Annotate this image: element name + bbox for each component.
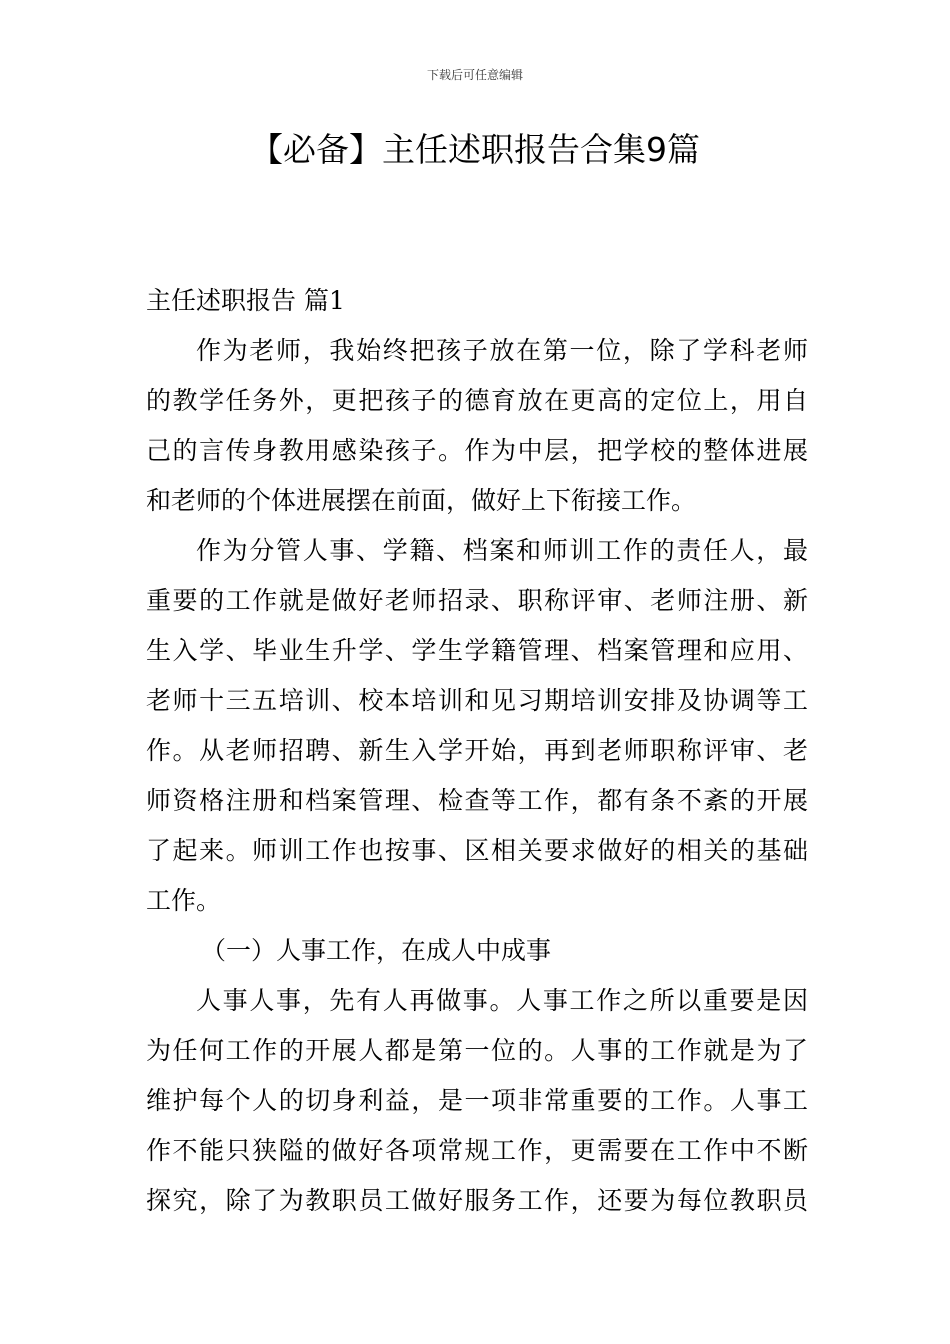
paragraph-line: 生入学、毕业生升学、学生学籍管理、档案管理和应用、 [146, 636, 808, 665]
paragraph-line: 重要的工作就是做好老师招录、职称评审、老师注册、新 [146, 586, 808, 615]
sub-heading: （一）人事工作，在成人中成事 [201, 936, 552, 965]
document-title: 【必备】主任述职报告合集9篇 [250, 130, 700, 169]
paragraph-line: 维护每个人的切身利益，是一项非常重要的工作。人事工 [146, 1086, 808, 1115]
paragraph-line: 老师十三五培训、校本培训和见习期培训安排及协调等工 [146, 686, 808, 715]
paragraph-line: 探究，除了为教职员工做好服务工作，还要为每位教职员 [146, 1186, 808, 1215]
paragraph-line: 师资格注册和档案管理、检查等工作，都有条不紊的开展 [146, 786, 808, 815]
paragraph-line: 己的言传身教用感染孩子。作为中层，把学校的整体进展 [146, 436, 808, 465]
header-note: 下载后可任意编辑 [426, 68, 523, 82]
paragraph-line: 作为老师，我始终把孩子放在第一位，除了学科老师 [196, 336, 808, 365]
paragraph-line: 工作。 [146, 886, 222, 915]
paragraph-line: 作。从老师招聘、新生入学开始，再到老师职称评审、老 [146, 736, 808, 765]
paragraph-line: 了起来。师训工作也按事、区相关要求做好的相关的基础 [146, 836, 808, 865]
document-body [146, 276, 808, 1226]
paragraph-line: 的教学任务外，更把孩子的德育放在更高的定位上，用自 [146, 386, 808, 415]
section-heading: 主任述职报告 篇1 [146, 286, 345, 315]
paragraph-line: 为任何工作的开展人都是第一位的。人事的工作就是为了 [146, 1036, 808, 1065]
paragraph-2 [146, 526, 808, 926]
paragraph-line: 人事人事，先有人再做事。人事工作之所以重要是因 [196, 986, 808, 1015]
paragraph-line: 作为分管人事、学籍、档案和师训工作的责任人，最 [196, 536, 808, 565]
paragraph-1 [146, 326, 808, 526]
paragraph-line: 作不能只狭隘的做好各项常规工作，更需要在工作中不断 [146, 1136, 808, 1165]
paragraph-3 [146, 976, 808, 1226]
paragraph-line: 和老师的个体进展摆在前面，做好上下衔接工作。 [146, 486, 697, 515]
